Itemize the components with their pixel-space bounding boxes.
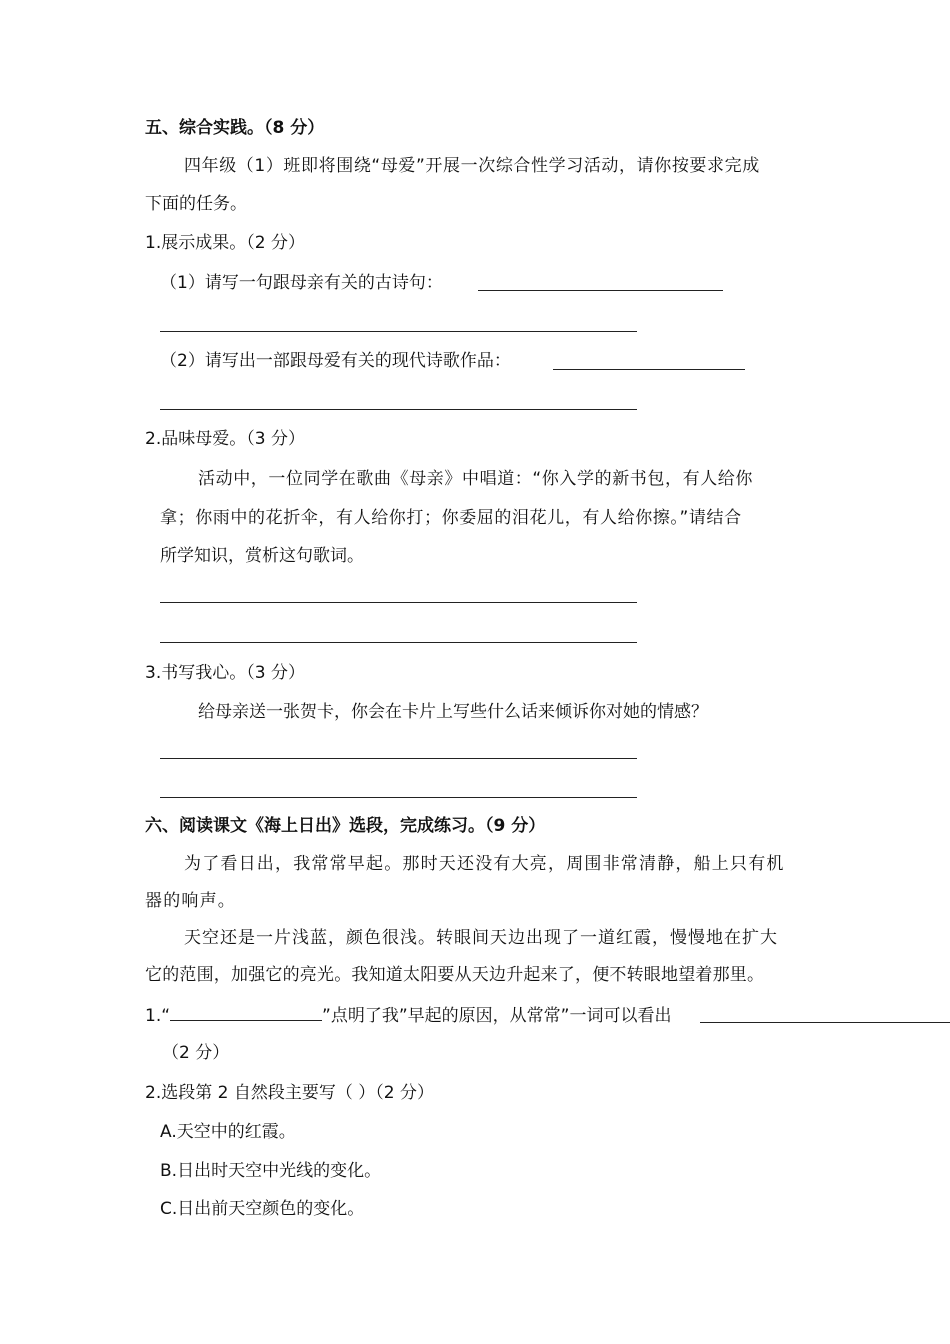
q2-line2: 拿；你雨中的花折伞，有人给你打；你委屈的泪花儿，有人给你擦。”请结合	[160, 508, 742, 528]
s6-q2-title: 2.选段第 2 自然段主要写（ ）（2 分）	[145, 1083, 434, 1103]
q1-sub2: （2）请写出一部跟母爱有关的现代诗歌作品：	[160, 351, 511, 371]
s6-q1	[145, 1003, 671, 1028]
s6-q1-middle: ”点明了我”早起的原因，从常常”一词可以看出	[322, 1006, 672, 1026]
s6-q2-option-c[interactable]: C.日出前天空颜色的变化。	[160, 1199, 365, 1219]
section5-intro-line1: 四年级（1）班即将围绕“母爱”开展一次综合性学习活动，请你按要求完成	[184, 156, 760, 176]
s6-q2-option-a[interactable]: A.天空中的红霞。	[160, 1122, 296, 1142]
q2-line1: 活动中，一位同学在歌曲《母亲》中唱道：“你入学的新书包，有人给你	[198, 469, 754, 489]
passage-para2-line2: 它的范围，加强它的亮光。我知道太阳要从天边升起来了，便不转眼地望着那里。	[145, 965, 765, 985]
passage-para1-line1: 为了看日出，我常常早起。那时天还没有大亮，周围非常清静，船上只有机	[184, 854, 785, 874]
answer-line[interactable]	[160, 409, 637, 410]
answer-line[interactable]	[160, 758, 637, 759]
answer-line[interactable]	[160, 642, 637, 643]
s6-q1-prefix: 1.“	[145, 1006, 171, 1026]
answer-line[interactable]	[160, 331, 637, 332]
q2-line3: 所学知识，赏析这句歌词。	[160, 546, 364, 566]
q3-prompt: 给母亲送一张贺卡，你会在卡片上写些什么话来倾诉你对她的情感？	[198, 702, 708, 722]
passage-para2-line1: 天空还是一片浅蓝，颜色很浅。转眼间天边出现了一道红霞，慢慢地在扩大	[184, 928, 778, 948]
answer-blank[interactable]	[553, 369, 745, 370]
answer-line[interactable]	[160, 797, 637, 798]
passage-para1-line2: 器的响声。	[145, 891, 236, 911]
q2-title: 2.品味母爱。（3 分）	[145, 429, 305, 449]
answer-line[interactable]	[160, 602, 637, 603]
answer-blank[interactable]	[700, 1022, 950, 1023]
answer-blank[interactable]	[478, 290, 723, 291]
section5-title: 五、综合实践。（8 分）	[145, 118, 325, 138]
section5-intro-line2: 下面的任务。	[145, 194, 247, 214]
s6-q1-score: （2 分）	[162, 1043, 230, 1063]
answer-blank[interactable]	[170, 1003, 322, 1021]
s6-q2-option-b[interactable]: B.日出时天空中光线的变化。	[160, 1161, 382, 1181]
q1-title: 1.展示成果。（2 分）	[145, 233, 305, 253]
section6-title: 六、阅读课文《海上日出》选段，完成练习。（9 分）	[145, 816, 546, 836]
q1-sub1: （1）请写一句跟母亲有关的古诗句：	[160, 273, 443, 293]
q3-title: 3.书写我心。（3 分）	[145, 663, 305, 683]
